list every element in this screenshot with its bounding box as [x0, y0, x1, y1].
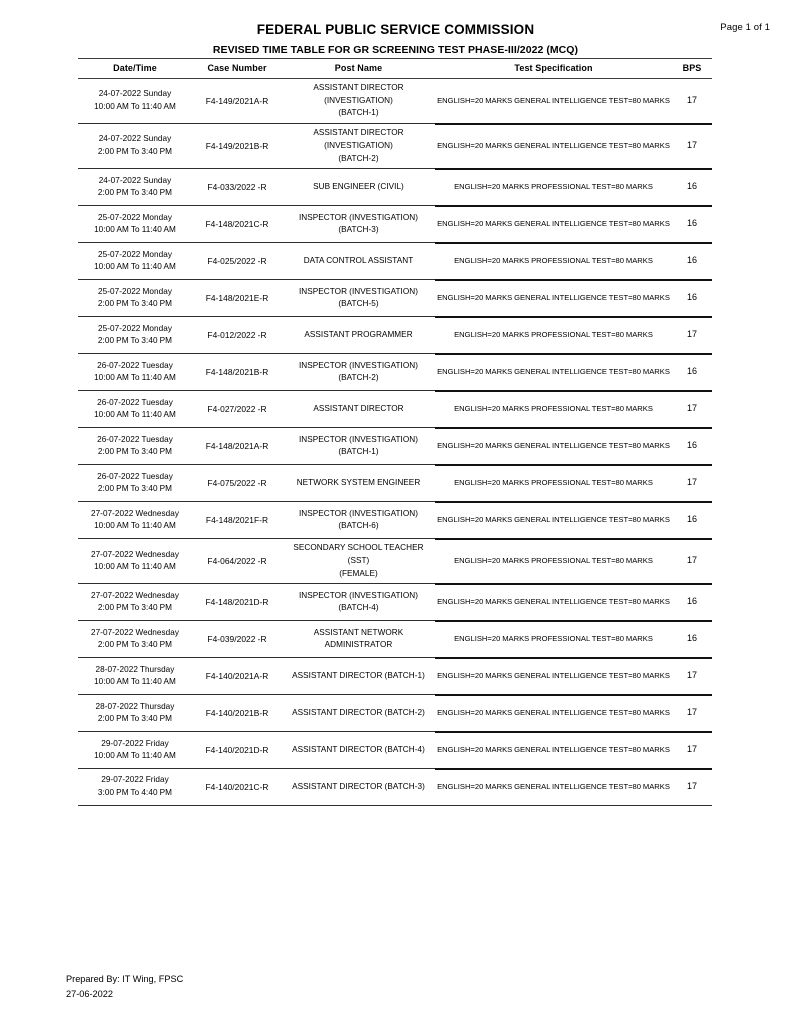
cell-post-name-line1: ASSISTANT DIRECTOR (BATCH-4) — [292, 744, 425, 754]
table-row — [78, 658, 712, 695]
cell-date-time — [78, 539, 192, 584]
cell-time: 2:00 PM To 3:40 PM — [97, 447, 173, 457]
cell-case-number: F4-148/2021E-R — [192, 280, 282, 317]
cell-date-time — [78, 658, 192, 695]
cell-post-name — [282, 79, 435, 124]
cell-bps: 17 — [672, 124, 712, 169]
cell-test-specification: ENGLISH=20 MARKS GENERAL INTELLIGENCE TEST=80 MARKS — [435, 354, 672, 391]
cell-post-name-line2: (BATCH-1) — [338, 108, 379, 118]
cell-post-name — [282, 124, 435, 169]
column-header-post-name: Post Name — [282, 59, 435, 79]
schedule-table-container — [78, 58, 712, 806]
cell-bps: 16 — [672, 243, 712, 280]
cell-date-time — [78, 391, 192, 428]
table-row — [78, 769, 712, 806]
table-row — [78, 206, 712, 243]
table-row — [78, 428, 712, 465]
cell-bps: 16 — [672, 621, 712, 658]
cell-post-name-line1: INSPECTOR (INVESTIGATION) (BATCH-5) — [298, 286, 419, 309]
cell-post-name — [282, 695, 435, 732]
cell-test-specification: ENGLISH=20 MARKS PROFESSIONAL TEST=80 MARKS — [435, 169, 672, 206]
cell-test-specification: ENGLISH=20 MARKS GENERAL INTELLIGENCE TEST=80 MARKS — [435, 584, 672, 621]
cell-bps: 17 — [672, 769, 712, 806]
cell-bps: 17 — [672, 695, 712, 732]
cell-case-number: F4-140/2021A-R — [192, 658, 282, 695]
document-footer — [66, 972, 183, 1002]
cell-bps: 17 — [672, 79, 712, 124]
cell-date: 24-07-2022 Sunday — [98, 134, 172, 144]
cell-bps: 16 — [672, 584, 712, 621]
footer-prepared-by: Prepared By: IT Wing, FPSC — [66, 973, 184, 984]
cell-bps: 16 — [672, 428, 712, 465]
cell-test-specification: ENGLISH=20 MARKS GENERAL INTELLIGENCE TEST=80 MARKS — [435, 79, 672, 124]
cell-test-specification: ENGLISH=20 MARKS GENERAL INTELLIGENCE TEST=80 MARKS — [435, 428, 672, 465]
cell-date-time — [78, 732, 192, 769]
cell-date-time — [78, 769, 192, 806]
cell-post-name — [282, 465, 435, 502]
cell-case-number: F4-140/2021D-R — [192, 732, 282, 769]
cell-case-number: F4-148/2021D-R — [192, 584, 282, 621]
cell-test-specification: ENGLISH=20 MARKS PROFESSIONAL TEST=80 MARKS — [435, 317, 672, 354]
cell-case-number: F4-033/2022 -R — [192, 169, 282, 206]
cell-time: 2:00 PM To 3:40 PM — [97, 484, 173, 494]
cell-post-name — [282, 280, 435, 317]
cell-test-specification: ENGLISH=20 MARKS GENERAL INTELLIGENCE TEST=80 MARKS — [435, 658, 672, 695]
cell-post-name — [282, 502, 435, 539]
table-row — [78, 502, 712, 539]
cell-post-name-line2: (BATCH-2) — [338, 153, 379, 163]
cell-post-name-line1: SECONDARY SCHOOL TEACHER (SST) — [293, 543, 424, 565]
cell-bps: 16 — [672, 354, 712, 391]
table-row — [78, 169, 712, 206]
cell-date: 27-07-2022 Wednesday — [90, 627, 180, 637]
cell-bps: 16 — [672, 169, 712, 206]
cell-case-number: F4-149/2021B-R — [192, 124, 282, 169]
cell-date: 25-07-2022 Monday — [98, 286, 172, 296]
cell-post-name-line2: (FEMALE) — [339, 568, 378, 578]
cell-date-time — [78, 124, 192, 169]
cell-date: 27-07-2022 Wednesday — [90, 590, 180, 600]
table-row — [78, 354, 712, 391]
cell-time: 10:00 AM To 11:40 AM — [94, 373, 176, 383]
table-row — [78, 391, 712, 428]
table-row — [78, 621, 712, 658]
cell-test-specification: ENGLISH=20 MARKS GENERAL INTELLIGENCE TEST=80 MARKS — [435, 695, 672, 732]
cell-bps: 17 — [672, 732, 712, 769]
cell-test-specification: ENGLISH=20 MARKS GENERAL INTELLIGENCE TEST=80 MARKS — [435, 206, 672, 243]
cell-time: 10:00 AM To 11:40 AM — [94, 225, 176, 235]
document-header — [0, 0, 791, 57]
table-row — [78, 695, 712, 732]
cell-case-number: F4-148/2021C-R — [192, 206, 282, 243]
cell-case-number: F4-140/2021C-R — [192, 769, 282, 806]
cell-date-time — [78, 280, 192, 317]
cell-date-time — [78, 502, 192, 539]
cell-post-name-line1: ASSISTANT NETWORK ADMINISTRATOR — [313, 627, 404, 650]
cell-bps: 17 — [672, 465, 712, 502]
cell-date: 27-07-2022 Wednesday — [90, 508, 180, 518]
cell-test-specification: ENGLISH=20 MARKS PROFESSIONAL TEST=80 MARKS — [435, 621, 672, 658]
cell-post-name-line1: ASSISTANT DIRECTOR (BATCH-3) — [292, 781, 425, 791]
cell-date: 24-07-2022 Sunday — [98, 89, 172, 99]
cell-time: 2:00 PM To 3:40 PM — [97, 714, 173, 724]
cell-case-number: F4-148/2021A-R — [192, 428, 282, 465]
cell-date-time — [78, 169, 192, 206]
cell-post-name — [282, 584, 435, 621]
cell-time: 10:00 AM To 11:40 AM — [94, 102, 176, 112]
cell-test-specification: ENGLISH=20 MARKS GENERAL INTELLIGENCE TEST=80 MARKS — [435, 280, 672, 317]
cell-time: 10:00 AM To 11:40 AM — [94, 562, 176, 572]
cell-bps: 17 — [672, 317, 712, 354]
cell-post-name — [282, 428, 435, 465]
cell-time: 2:00 PM To 3:40 PM — [97, 336, 173, 346]
cell-date: 28-07-2022 Thursday — [95, 664, 175, 674]
cell-post-name — [282, 169, 435, 206]
table-row — [78, 584, 712, 621]
cell-bps: 17 — [672, 539, 712, 584]
column-header-date-time: Date/Time — [78, 59, 192, 79]
cell-date-time — [78, 354, 192, 391]
cell-post-name — [282, 317, 435, 354]
cell-date-time — [78, 695, 192, 732]
cell-case-number: F4-012/2022 -R — [192, 317, 282, 354]
cell-case-number: F4-064/2022 -R — [192, 539, 282, 584]
cell-post-name-line1: ASSISTANT PROGRAMMER — [304, 329, 413, 339]
cell-post-name-line1: SUB ENGINEER (CIVIL) — [313, 181, 404, 191]
cell-test-specification: ENGLISH=20 MARKS GENERAL INTELLIGENCE TEST=80 MARKS — [435, 769, 672, 806]
cell-post-name — [282, 391, 435, 428]
cell-time: 2:00 PM To 3:40 PM — [97, 640, 173, 650]
cell-post-name-line1: NETWORK SYSTEM ENGINEER — [296, 477, 421, 487]
cell-test-specification: ENGLISH=20 MARKS GENERAL INTELLIGENCE TEST=80 MARKS — [435, 502, 672, 539]
cell-date-time — [78, 206, 192, 243]
cell-post-name — [282, 354, 435, 391]
cell-post-name — [282, 539, 435, 584]
cell-date: 29-07-2022 Friday — [101, 775, 169, 785]
table-body — [78, 79, 712, 806]
cell-post-name-line1: INSPECTOR (INVESTIGATION) (BATCH-4) — [298, 590, 419, 613]
cell-time: 2:00 PM To 3:40 PM — [97, 299, 173, 309]
cell-case-number: F4-025/2022 -R — [192, 243, 282, 280]
cell-post-name-line1: ASSISTANT DIRECTOR (INVESTIGATION) — [313, 128, 404, 150]
cell-date-time — [78, 243, 192, 280]
table-row — [78, 280, 712, 317]
cell-time: 2:00 PM To 3:40 PM — [97, 147, 173, 157]
cell-post-name — [282, 732, 435, 769]
cell-post-name-line1: DATA CONTROL ASSISTANT — [303, 255, 414, 265]
cell-date: 24-07-2022 Sunday — [98, 175, 172, 185]
cell-post-name-line1: INSPECTOR (INVESTIGATION) (BATCH-2) — [298, 360, 419, 383]
cell-bps: 17 — [672, 658, 712, 695]
table-row — [78, 465, 712, 502]
cell-test-specification: ENGLISH=20 MARKS PROFESSIONAL TEST=80 MARKS — [435, 539, 672, 584]
cell-time: 10:00 AM To 11:40 AM — [94, 262, 176, 272]
cell-date: 25-07-2022 Monday — [98, 212, 172, 222]
schedule-table — [78, 58, 712, 806]
footer-date: 27-06-2022 — [66, 988, 113, 999]
table-header — [78, 59, 712, 79]
cell-bps: 16 — [672, 502, 712, 539]
cell-post-name — [282, 206, 435, 243]
cell-bps: 16 — [672, 206, 712, 243]
cell-date: 25-07-2022 Monday — [98, 323, 172, 333]
column-header-bps: BPS — [672, 59, 712, 79]
cell-date: 25-07-2022 Monday — [98, 249, 172, 259]
cell-case-number: F4-027/2022 -R — [192, 391, 282, 428]
cell-post-name — [282, 769, 435, 806]
cell-post-name — [282, 658, 435, 695]
cell-case-number: F4-075/2022 -R — [192, 465, 282, 502]
cell-bps: 16 — [672, 280, 712, 317]
cell-date-time — [78, 621, 192, 658]
cell-time: 2:00 PM To 3:40 PM — [97, 188, 173, 198]
cell-date-time — [78, 79, 192, 124]
cell-case-number: F4-140/2021B-R — [192, 695, 282, 732]
cell-case-number: F4-149/2021A-R — [192, 79, 282, 124]
document-title: FEDERAL PUBLIC SERVICE COMMISSION — [256, 22, 535, 37]
cell-time: 3:00 PM To 4:40 PM — [97, 788, 173, 798]
table-row — [78, 243, 712, 280]
cell-date: 29-07-2022 Friday — [101, 738, 169, 748]
cell-date: 26-07-2022 Tuesday — [97, 434, 173, 444]
cell-date-time — [78, 317, 192, 354]
column-header-case-number: Case Number — [192, 59, 282, 79]
cell-bps: 17 — [672, 391, 712, 428]
cell-post-name-line1: INSPECTOR (INVESTIGATION) (BATCH-1) — [298, 434, 419, 457]
cell-date-time — [78, 428, 192, 465]
cell-date: 27-07-2022 Wednesday — [90, 549, 180, 559]
document-subtitle: REVISED TIME TABLE FOR GR SCREENING TEST PHASE-III/2022 (MCQ) — [212, 43, 579, 56]
cell-test-specification: ENGLISH=20 MARKS PROFESSIONAL TEST=80 MARKS — [435, 391, 672, 428]
cell-time: 10:00 AM To 11:40 AM — [94, 521, 176, 531]
cell-date: 26-07-2022 Tuesday — [97, 360, 173, 370]
table-header-row — [78, 59, 712, 79]
table-row — [78, 539, 712, 584]
cell-post-name — [282, 621, 435, 658]
cell-date: 26-07-2022 Tuesday — [97, 471, 173, 481]
cell-test-specification: ENGLISH=20 MARKS PROFESSIONAL TEST=80 MARKS — [435, 465, 672, 502]
table-row — [78, 79, 712, 124]
page-indicator: Page 1 of 1 — [720, 22, 770, 33]
cell-post-name — [282, 243, 435, 280]
cell-time: 2:00 PM To 3:40 PM — [97, 603, 173, 613]
cell-date-time — [78, 584, 192, 621]
table-row — [78, 732, 712, 769]
table-row — [78, 124, 712, 169]
table-row — [78, 317, 712, 354]
cell-post-name-line1: ASSISTANT DIRECTOR (BATCH-1) — [292, 670, 425, 680]
cell-post-name-line1: ASSISTANT DIRECTOR (BATCH-2) — [292, 707, 425, 717]
cell-test-specification: ENGLISH=20 MARKS PROFESSIONAL TEST=80 MARKS — [435, 243, 672, 280]
cell-date-time — [78, 465, 192, 502]
cell-post-name-line1: INSPECTOR (INVESTIGATION) (BATCH-3) — [298, 212, 419, 235]
cell-case-number: F4-148/2021F-R — [192, 502, 282, 539]
cell-time: 10:00 AM To 11:40 AM — [94, 677, 176, 687]
cell-post-name-line1: ASSISTANT DIRECTOR — [313, 403, 404, 413]
cell-test-specification: ENGLISH=20 MARKS GENERAL INTELLIGENCE TEST=80 MARKS — [435, 124, 672, 169]
cell-time: 10:00 AM To 11:40 AM — [94, 410, 176, 420]
cell-case-number: F4-039/2022 -R — [192, 621, 282, 658]
cell-test-specification: ENGLISH=20 MARKS GENERAL INTELLIGENCE TEST=80 MARKS — [435, 732, 672, 769]
column-header-test-specification: Test Specification — [435, 59, 672, 79]
cell-case-number: F4-148/2021B-R — [192, 354, 282, 391]
cell-date: 28-07-2022 Thursday — [95, 701, 175, 711]
cell-post-name-line1: INSPECTOR (INVESTIGATION) (BATCH-6) — [298, 508, 419, 531]
cell-date: 26-07-2022 Tuesday — [97, 397, 173, 407]
cell-time: 10:00 AM To 11:40 AM — [94, 751, 176, 761]
cell-post-name-line1: ASSISTANT DIRECTOR (INVESTIGATION) — [313, 83, 404, 105]
